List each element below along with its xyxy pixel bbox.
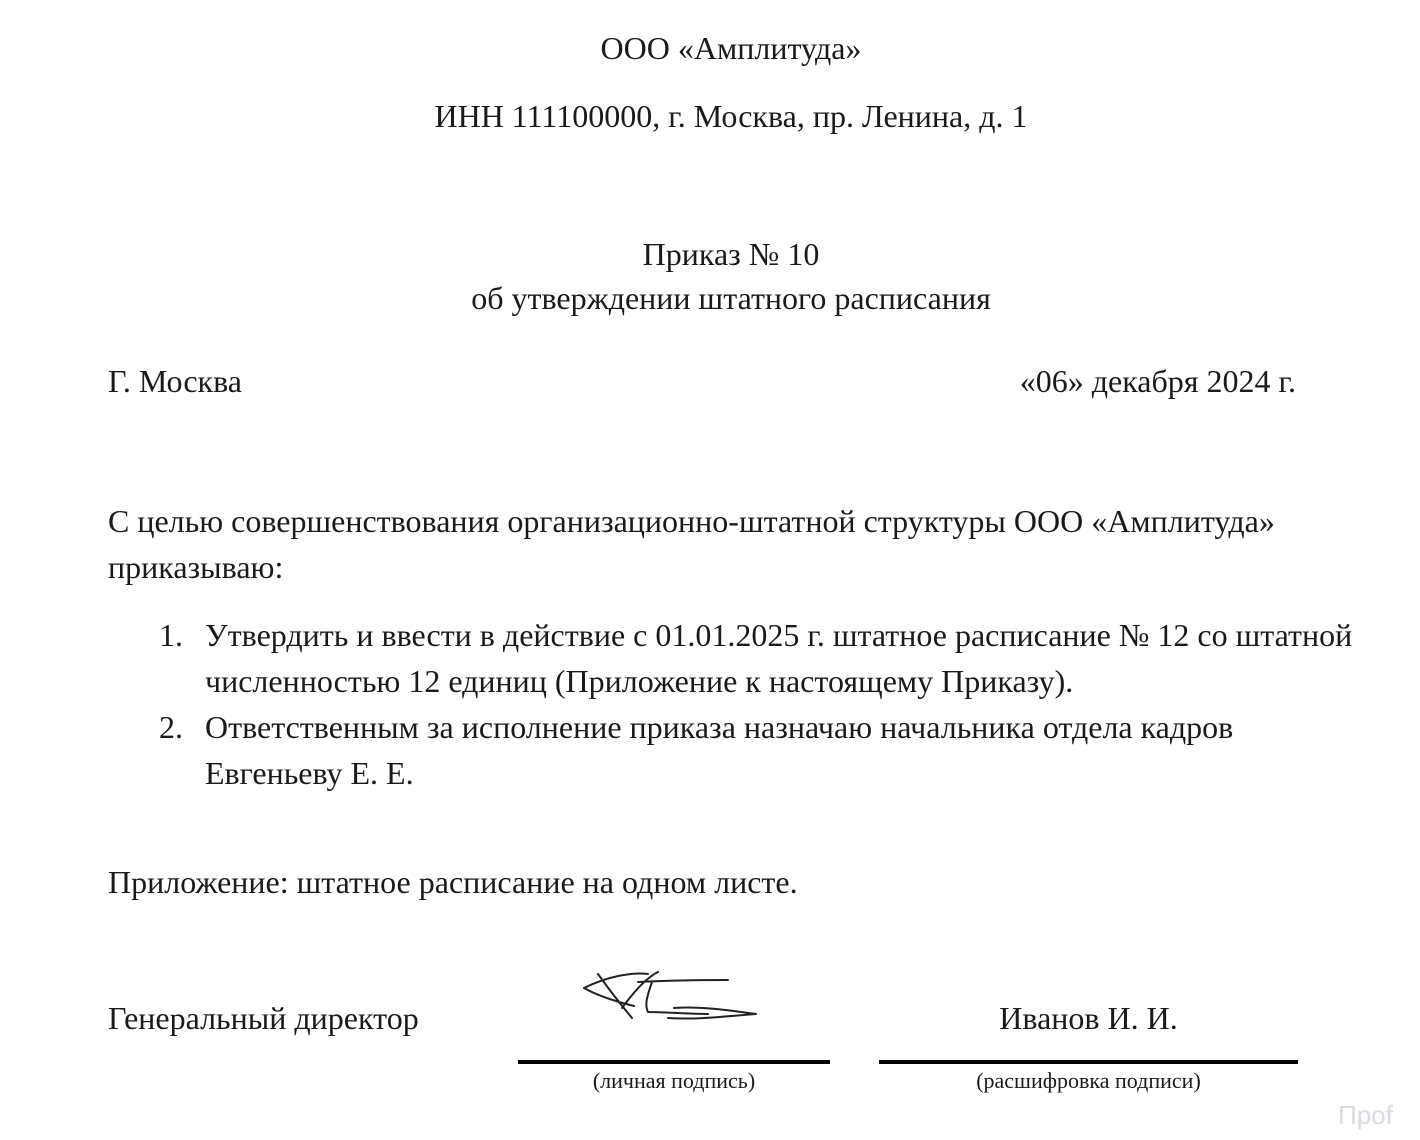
order-items-list: [108, 612, 1368, 796]
signature-decode-caption: (расшифровка подписи): [976, 1068, 1201, 1093]
order-subject: об утверждении штатного расписания: [471, 280, 991, 316]
list-item-number: 1.: [159, 617, 183, 653]
list-item-text: Утвердить и ввести в действие с 01.01.2025 г. штатное расписание № 12 со штатной численностью 12 единиц (Приложение к настоящему Приказу).: [205, 617, 1353, 699]
appendix-note: Приложение: штатное расписание на одном листе.: [108, 864, 798, 900]
corner-watermark: Прof: [1338, 1100, 1393, 1130]
list-item-number: 2.: [159, 709, 183, 745]
list-item-text: Ответственным за исполнение приказа назначаю начальника отдела кадров Евгеньеву Е. Е.: [205, 709, 1234, 791]
handwritten-signature: [578, 968, 768, 1030]
order-title: Приказ № 10: [642, 236, 820, 272]
signer-name: Иванов И. И.: [999, 1000, 1178, 1036]
list-item: [108, 612, 1368, 704]
signer-position: Генеральный директор: [108, 1000, 419, 1036]
personal-signature-caption: (личная подпись): [592, 1068, 756, 1093]
organization-details: ИНН 111100000, г. Москва, пр. Ленина, д. 1: [434, 98, 1028, 134]
signature-decode-line: [879, 1060, 1298, 1064]
order-date: «06» декабря 2024 г.: [1019, 363, 1296, 399]
organization-name: ООО «Амплитуда»: [600, 30, 862, 66]
order-city: Г. Москва: [108, 363, 242, 399]
personal-signature-line: [518, 1060, 830, 1064]
order-intro: С целью совершенствования организационно-штатной структуры ООО «Амплитуда» приказываю:: [108, 503, 1275, 585]
list-item: [108, 704, 1368, 796]
